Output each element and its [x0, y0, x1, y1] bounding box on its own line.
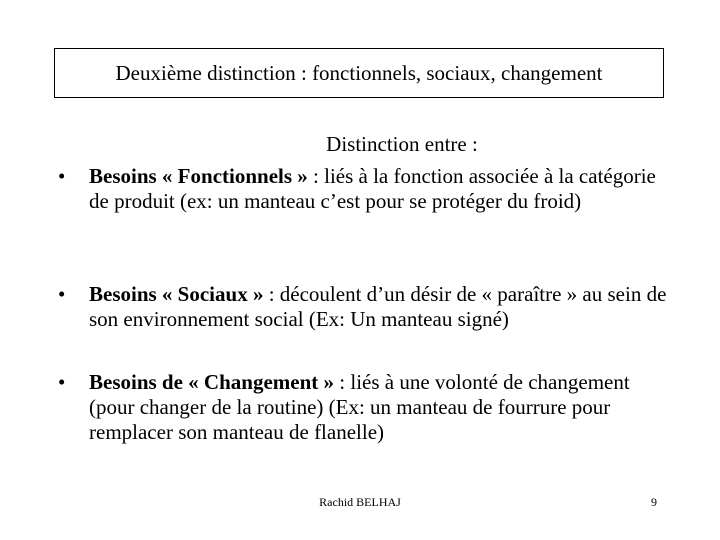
bullet-description: : liés à une volonté de changement (pour changer de la routine) (Ex: un manteau de fourrure pour remplacer son manteau de flanelle): [89, 370, 630, 444]
bullet-icon: •: [58, 282, 66, 306]
bullet-text: [89, 282, 678, 332]
page-number: 9: [651, 495, 657, 509]
bullet-heading: Besoins « Fonctionnels »: [89, 164, 308, 188]
bullet-heading: Besoins de « Changement »: [89, 370, 335, 394]
bullet-icon: •: [58, 164, 66, 188]
bullet-icon: •: [58, 370, 66, 394]
bullet-description: : liés à la fonction associée à la catégorie de produit (ex: un manteau c’est pour se protéger du froid): [89, 164, 656, 213]
bullet-text: [89, 370, 678, 445]
bullet-item-fonctionnels: [58, 164, 678, 214]
footer-author: Rachid BELHAJ: [319, 495, 401, 509]
bullet-heading: Besoins « Sociaux »: [89, 282, 264, 306]
slide-title-box: [54, 48, 664, 98]
bullet-text: [89, 164, 678, 214]
bullet-item-sociaux: [58, 282, 678, 332]
bullet-description: : découlent d’un désir de « paraître » au sein de son environnement social (Ex: Un manteau signé): [89, 282, 667, 331]
bullet-item-changement: [58, 370, 678, 445]
intro-text: Distinction entre :: [326, 132, 478, 156]
slide-title: Deuxième distinction : fonctionnels, sociaux, changement: [115, 60, 603, 85]
